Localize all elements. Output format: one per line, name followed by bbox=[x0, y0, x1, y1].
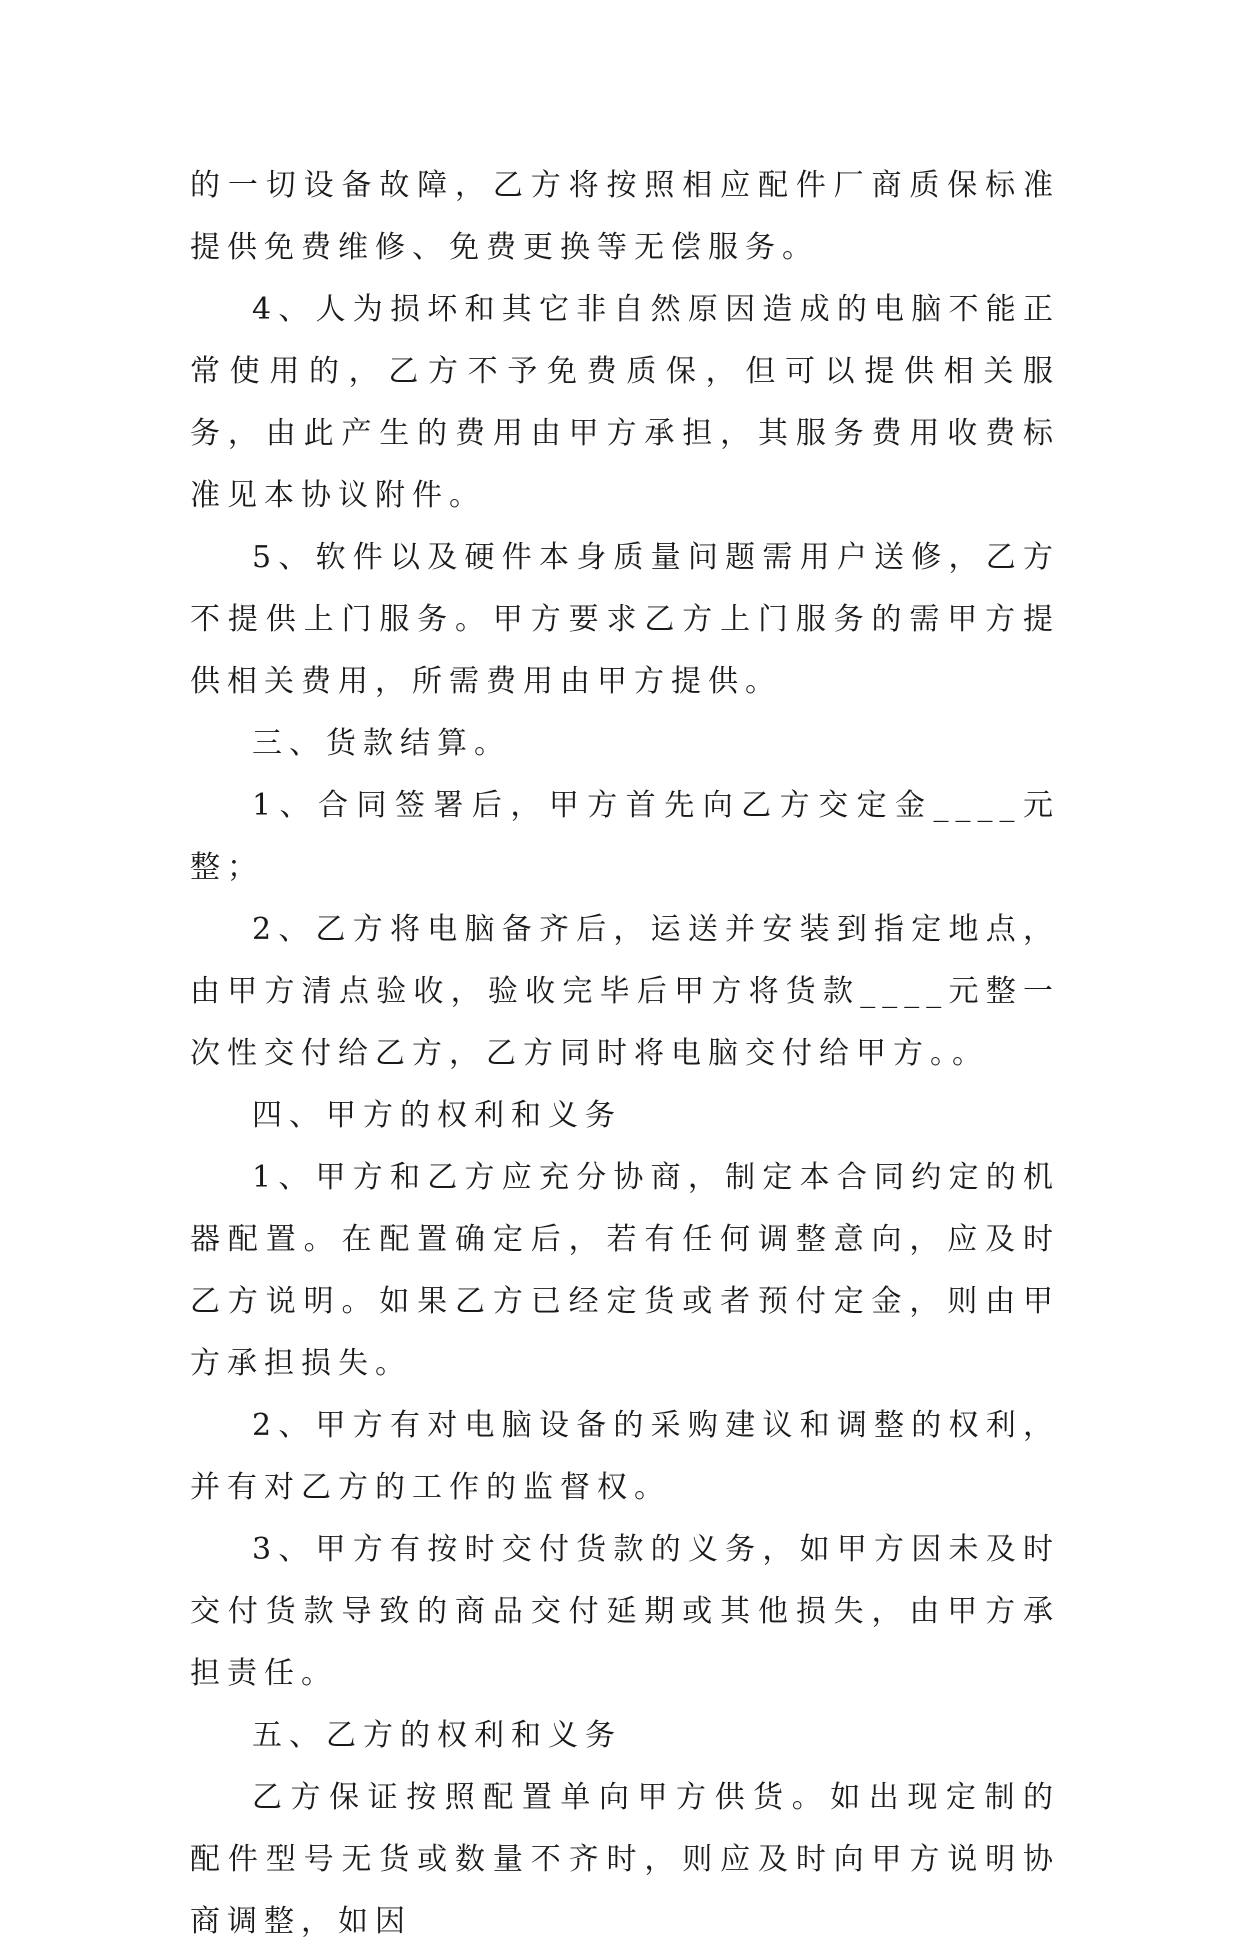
party-a-clause-2: 2、甲方有对电脑设备的采购建议和调整的权利，并有对乙方的工作的监督权。 bbox=[190, 1408, 1060, 1505]
section-heading-party-b: 五、乙方的权利和义务 bbox=[252, 1718, 622, 1753]
party-b-paragraph: 乙方保证按照配置单向甲方供货。如出现定制的配件型号无货或数量不齐时，则应及时向甲方说明协商调整，如因 bbox=[190, 1780, 1060, 1939]
clause-5-paragraph: 5、软件以及硬件本身质量问题需用户送修，乙方不提供上门服务。甲方要求乙方上门服务的需甲方提供相关费用，所需费用由甲方提供。 bbox=[190, 540, 1060, 699]
section-heading-payment: 三、货款结算。 bbox=[252, 726, 511, 761]
payment-clause-2: 2、乙方将电脑备齐后，运送并安装到指定地点，由甲方清点验收，验收完毕后甲方将货款____元整一次性交付给乙方，乙方同时将电脑交付给甲方。。 bbox=[190, 912, 1060, 1071]
clause-4-paragraph: 4、人为损坏和其它非自然原因造成的电脑不能正常使用的，乙方不予免费质保，但可以提供相关服务，由此产生的费用由甲方承担，其服务费用收费标准见本协议附件。 bbox=[190, 292, 1060, 513]
payment-clause-1: 1、合同签署后，甲方首先向乙方交定金____元整； bbox=[190, 788, 1060, 885]
section-heading-party-a: 四、甲方的权利和义务 bbox=[252, 1098, 622, 1133]
party-a-clause-3: 3、甲方有按时交付货款的义务，如甲方因未及时交付货款导致的商品交付延期或其他损失，由甲方承担责任。 bbox=[190, 1532, 1060, 1691]
contract-body bbox=[190, 155, 1060, 1953]
paragraph-continued: 的一切设备故障，乙方将按照相应配件厂商质保标准提供免费维修、免费更换等无偿服务。 bbox=[190, 168, 1060, 265]
party-a-clause-1: 1、甲方和乙方应充分协商，制定本合同约定的机器配置。在配置确定后，若有任何调整意向，应及时乙方说明。如果乙方已经定货或者预付定金，则由甲方承担损失。 bbox=[190, 1160, 1060, 1381]
